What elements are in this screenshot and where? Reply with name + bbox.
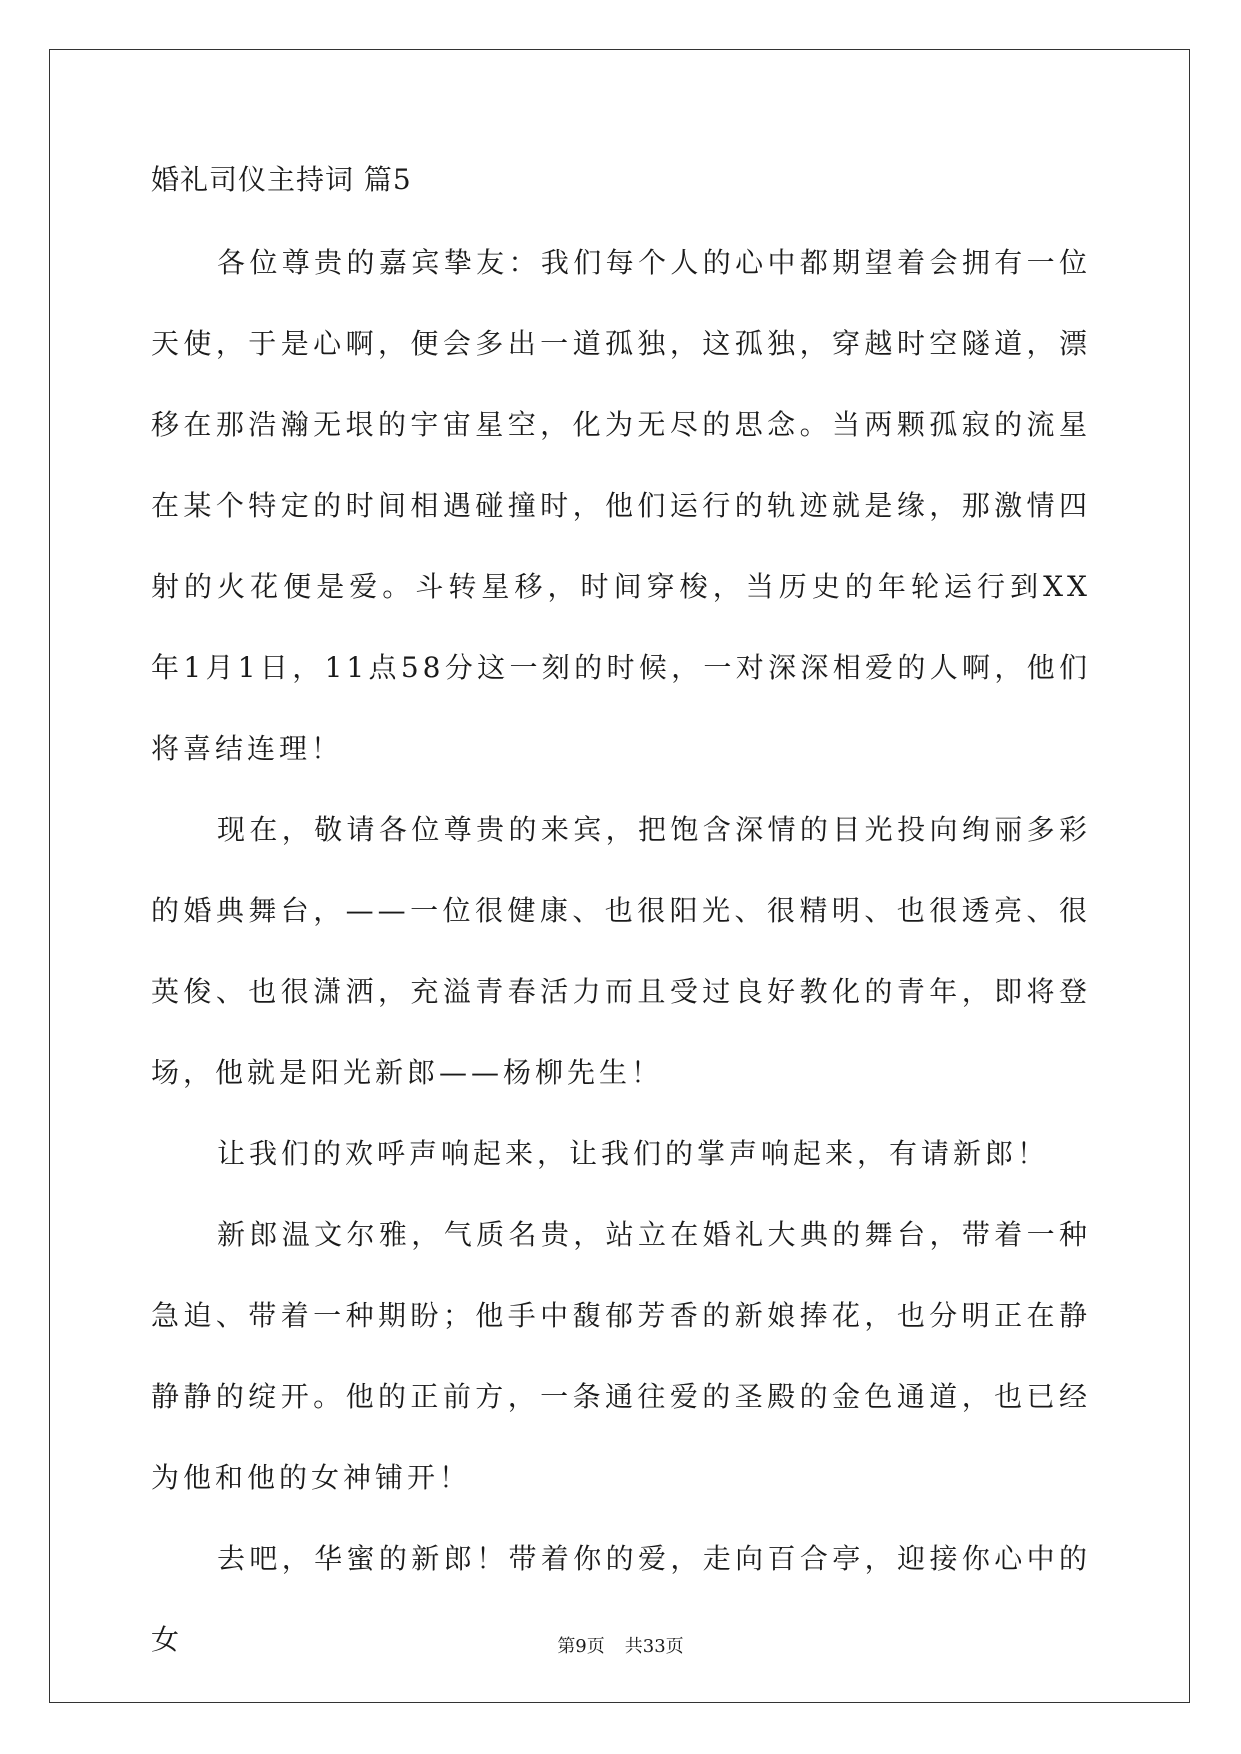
- paragraph-5: 去吧，华蜜的新郎！带着你的爱，走向百合亭，迎接你心中的女: [151, 1542, 1091, 1656]
- page-footer: [0, 1635, 1241, 1659]
- paragraph-3: 让我们的欢呼声响起来，让我们的掌声响起来，有请新郎！: [217, 1137, 1050, 1170]
- paragraph-2: 现在，敬请各位尊贵的来宾，把饱含深情的目光投向绚丽多彩的婚典舞台，——一位很健康、也很阳光、很精明、也很透亮、很英俊、也很潇洒，充溢青春活力而且受过良好教化的青年，即将登场，他就是阳光新郎——杨柳先生！: [151, 813, 1091, 1089]
- document-title: 婚礼司仪主持词 篇5: [151, 163, 412, 196]
- paragraph-1: 各位尊贵的嘉宾挚友：我们每个人的心中都期望着会拥有一位天使，于是心啊，便会多出一道孤独，这孤独，穿越时空隧道，漂移在那浩瀚无垠的宇宙星空，化为无尽的思念。当两颗孤寂的流星在某个特定的时间相遇碰撞时，他们运行的轨迹就是缘，那激情四射的火花便是爱。斗转星移，时间穿梭，当历史的年轮运行到XX年1月1日，11点58分这一刻的时候，一对深深相爱的人啊，他们将喜结连理！: [151, 246, 1091, 765]
- document-body: [151, 160, 1091, 1680]
- page-number-total: 共33页: [624, 1636, 684, 1657]
- paragraph-4: 新郎温文尔雅，气质名贵，站立在婚礼大典的舞台，带着一种急迫、带着一种期盼；他手中馥郁芳香的新娘捧花，也分明正在静静静的绽开。他的正前方，一条通往爱的圣殿的金色通道，也已经为他和他的女神铺开！: [151, 1218, 1091, 1494]
- page-number-current: 第9页: [557, 1636, 605, 1657]
